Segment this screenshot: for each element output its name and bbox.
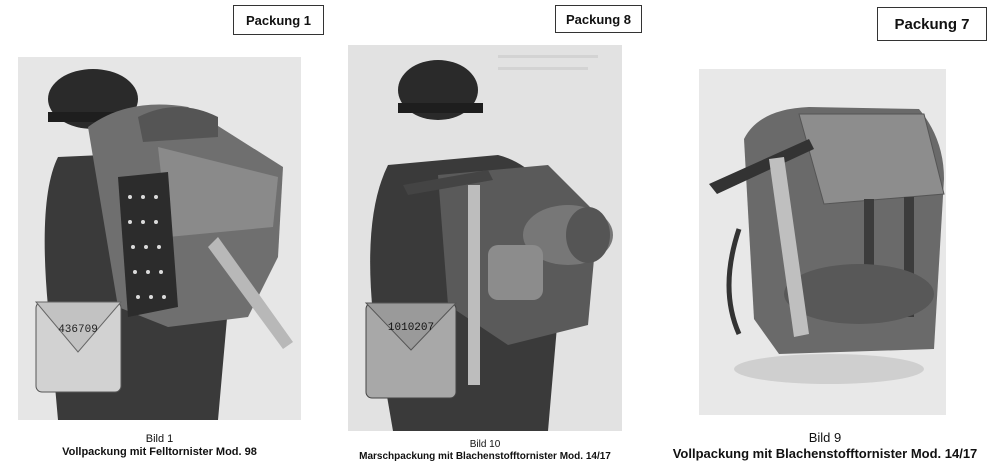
backpack-illustration (699, 69, 946, 415)
figure-title-1: Vollpackung mit Felltornister Mod. 98 (62, 446, 257, 459)
figure-title-9: Vollpackung mit Blachenstofftornister Mod. 14/17 (672, 445, 978, 461)
bag-number-1: 436709 (58, 324, 98, 336)
caption-bild-9 (660, 430, 990, 461)
photo-bild-10 (348, 45, 622, 431)
caption-bild-10 (340, 439, 630, 463)
caption-bild-1 (18, 433, 301, 459)
label-packung-8: Packung 8 (555, 5, 642, 33)
soldier-fur-pack-illustration (18, 57, 301, 420)
figure-number-9: Bild 9 (808, 430, 842, 445)
figure-number-1: Bild 1 (145, 433, 174, 445)
label-packung-1: Packung 1 (233, 5, 324, 35)
photo-bild-9 (699, 69, 946, 415)
soldier-march-pack-illustration (348, 45, 622, 431)
figure-title-10: Marschpackung mit Blachenstofftornister Mod. 14/17 (359, 451, 611, 462)
figure-number-10: Bild 10 (469, 439, 501, 450)
bag-number-10: 1010207 (387, 322, 435, 334)
photo-bild-1 (18, 57, 301, 420)
label-packung-7: Packung 7 (877, 7, 987, 41)
